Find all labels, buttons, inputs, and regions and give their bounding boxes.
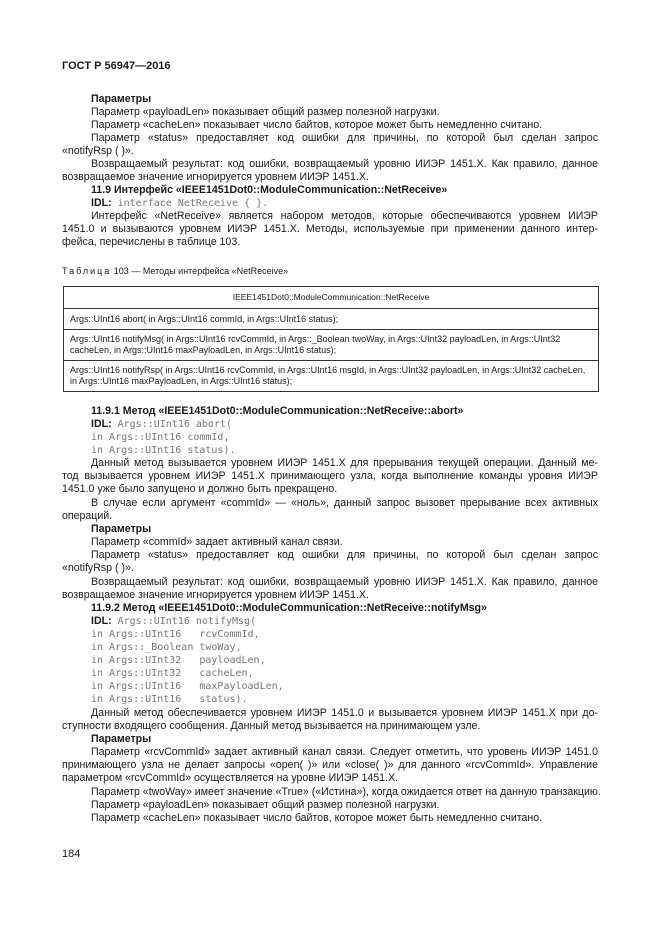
paragraph-line: «notifyRsp ( )». [62,562,134,574]
paragraph-line: Параметр «status» предоставляет код ошибки для причины, по которой был сделан запрос [91,132,598,144]
idl-code-line: in Args::UInt16 maxPayloadLen, [91,681,284,692]
paragraph-line: фейса, перечислены в таблице 103. [62,236,241,248]
idl-label: IDL: [91,615,112,627]
paragraph-line: Параметр «twoWay» имеет значение «True» («Истина»), когда ожидается ответ на данную транзакцию. [91,786,601,798]
table-row: Args::UInt16 abort( in Args::UInt16 commId, in Args::UInt16 status); [64,309,599,330]
table-row: Args::UInt16 notifyRsp( in Args::UInt16 rcvCommId, in Args::UInt16 msgId, in Args::UInt32 payloadLen, in Args::UInt32 cacheLen, in Args::UInt16 maxPayloadLen, in Args::UInt16 status); [64,361,599,392]
paragraph-line: «notifyRsp ( )». [62,145,134,157]
paragraph-line: Параметр «cacheLen» показывает число байтов, которое может быть немедленно считано. [91,119,543,131]
table-caption [62,266,288,276]
paragraph-line: Параметр «status» предоставляет код ошибки для причины, по которой был сделан запрос [91,549,598,561]
paragraph-line: Возвращаемый результат: код ошибки, возвращаемый уровню ИИЭР 1451.X. Как правило, данное [91,576,598,588]
paragraph-line: принимающего узла не делает запросы «open( )» или «close( )» для данного «rcvCommId». Управление [62,759,598,771]
paragraph-line: 1451.0 уже было запущено и должно быть прекращено. [62,483,338,495]
idl-code: Args::UInt16 abort( [111,419,233,430]
idl-line [91,615,256,628]
paragraph-line: В случае если аргумент «commId» — «ноль», данный запрос вызовет прерывание всех активных [91,497,598,509]
standard-header: ГОСТ Р 56947—2016 [62,60,171,72]
paragraph-line: Интерфейс «NetReceive» является набором методов, которые обеспечиваются уровнем ИИЭР [91,210,598,222]
heading-parameters: Параметры [91,93,152,105]
paragraph-line: тод вызывается уровнем ИИЭР 1451.X принимающего узла, когда выполнение команды уровня ИИЭР [62,470,598,482]
paragraph-line: Параметр «payloadLen» показывает общий размер полезной нагрузки. [91,106,440,118]
table-header-cell: IEEE1451Dot0::ModuleCommunication::NetReceive [64,287,599,309]
paragraph-line: Параметр «payloadLen» показывает общий размер полезной нагрузки. [91,799,440,811]
paragraph-line: Параметр «cacheLen» показывает число байтов, которое может быть немедленно считано. [91,812,543,824]
idl-code: Args::UInt16 notifyMsg( [111,616,257,627]
heading-parameters: Параметры [91,523,152,535]
paragraph-line: возвращаемое значение игнорируется уровнем ИИЭР 1451.X. [62,171,369,183]
idl-label: IDL: [91,197,112,209]
idl-line [91,418,232,431]
heading-parameters: Параметры [91,733,152,745]
idl-code: interface NetReceive { }. [111,198,269,209]
idl-line [91,197,268,210]
paragraph-line: операций. [62,510,113,522]
paragraph-line: ступности входящего сообщения. Данный метод вызывается на принимающем узле. [62,720,481,732]
section-heading: 11.9 Интерфейс «IEEE1451Dot0::ModuleCommunication::NetReceive» [91,184,448,196]
paragraph-line: возвращаемое значение игнорируется уровнем ИИЭР 1451.X. [62,589,369,601]
paragraph-line: Параметр «commId» задает активный канал связи. [91,536,343,548]
table-caption-text: 103 — Методы интерфейса «NetReceive» [111,266,289,276]
paragraph-line: Возвращаемый результат: код ошибки, возвращаемый уровню ИИЭР 1451.X. Как правило, данное [91,158,598,170]
idl-code-line: in Args::UInt32 payloadLen, [91,655,266,666]
paragraph-line: параметром «rcvCommId» осуществляется на уровне ИИЭР 1451.X. [62,772,398,784]
paragraph-line: 1451.0 и вызываются уровнем ИИЭР 1451.X. Методы, используемые при применении данного интер- [62,223,598,235]
table-row: Args::UInt16 notifyMsg( in Args::UInt16 rcvCommId, in Args::_Boolean twoWay, in Args::UInt32 payloadLen, in Args::UInt32 cacheLen, in Args::UInt16 maxPayloadLen, in Args::UInt16 status); [64,330,599,361]
idl-code-line: in Args::UInt16 commId, [91,432,230,443]
idl-code-line: in Args::UInt32 cacheLen, [91,668,254,679]
table-caption-prefix: Таблица [62,266,112,276]
idl-code-line: in Args::UInt16 status). [91,694,248,705]
idl-code-line: in Args::UInt16 rcvCommId, [91,629,260,640]
paragraph-line: Данный метод обеспечивается уровнем ИИЭР 1451.0 и вызывается уровнем ИИЭР 1451.X при до- [91,707,598,719]
idl-code-line: in Args::UInt16 status). [91,445,236,456]
section-heading: 11.9.2 Метод «IEEE1451Dot0::ModuleCommunication::NetReceive::notifyMsg» [91,602,487,614]
section-heading: 11.9.1 Метод «IEEE1451Dot0::ModuleCommunication::NetReceive::abort» [91,405,464,417]
paragraph-line: Данный метод вызывается уровнем ИИЭР 1451.X для прерывания текущей операции. Данный ме- [91,457,598,469]
paragraph-line: Параметр «rcvCommId» задает активный канал связи. Следует отметить, что уровень ИИЭР 1451.0 [91,746,598,758]
idl-label: IDL: [91,418,112,430]
page-number: 184 [62,848,81,860]
methods-table [63,286,599,392]
idl-code-line: in Args::_Boolean twoWay, [91,642,242,653]
